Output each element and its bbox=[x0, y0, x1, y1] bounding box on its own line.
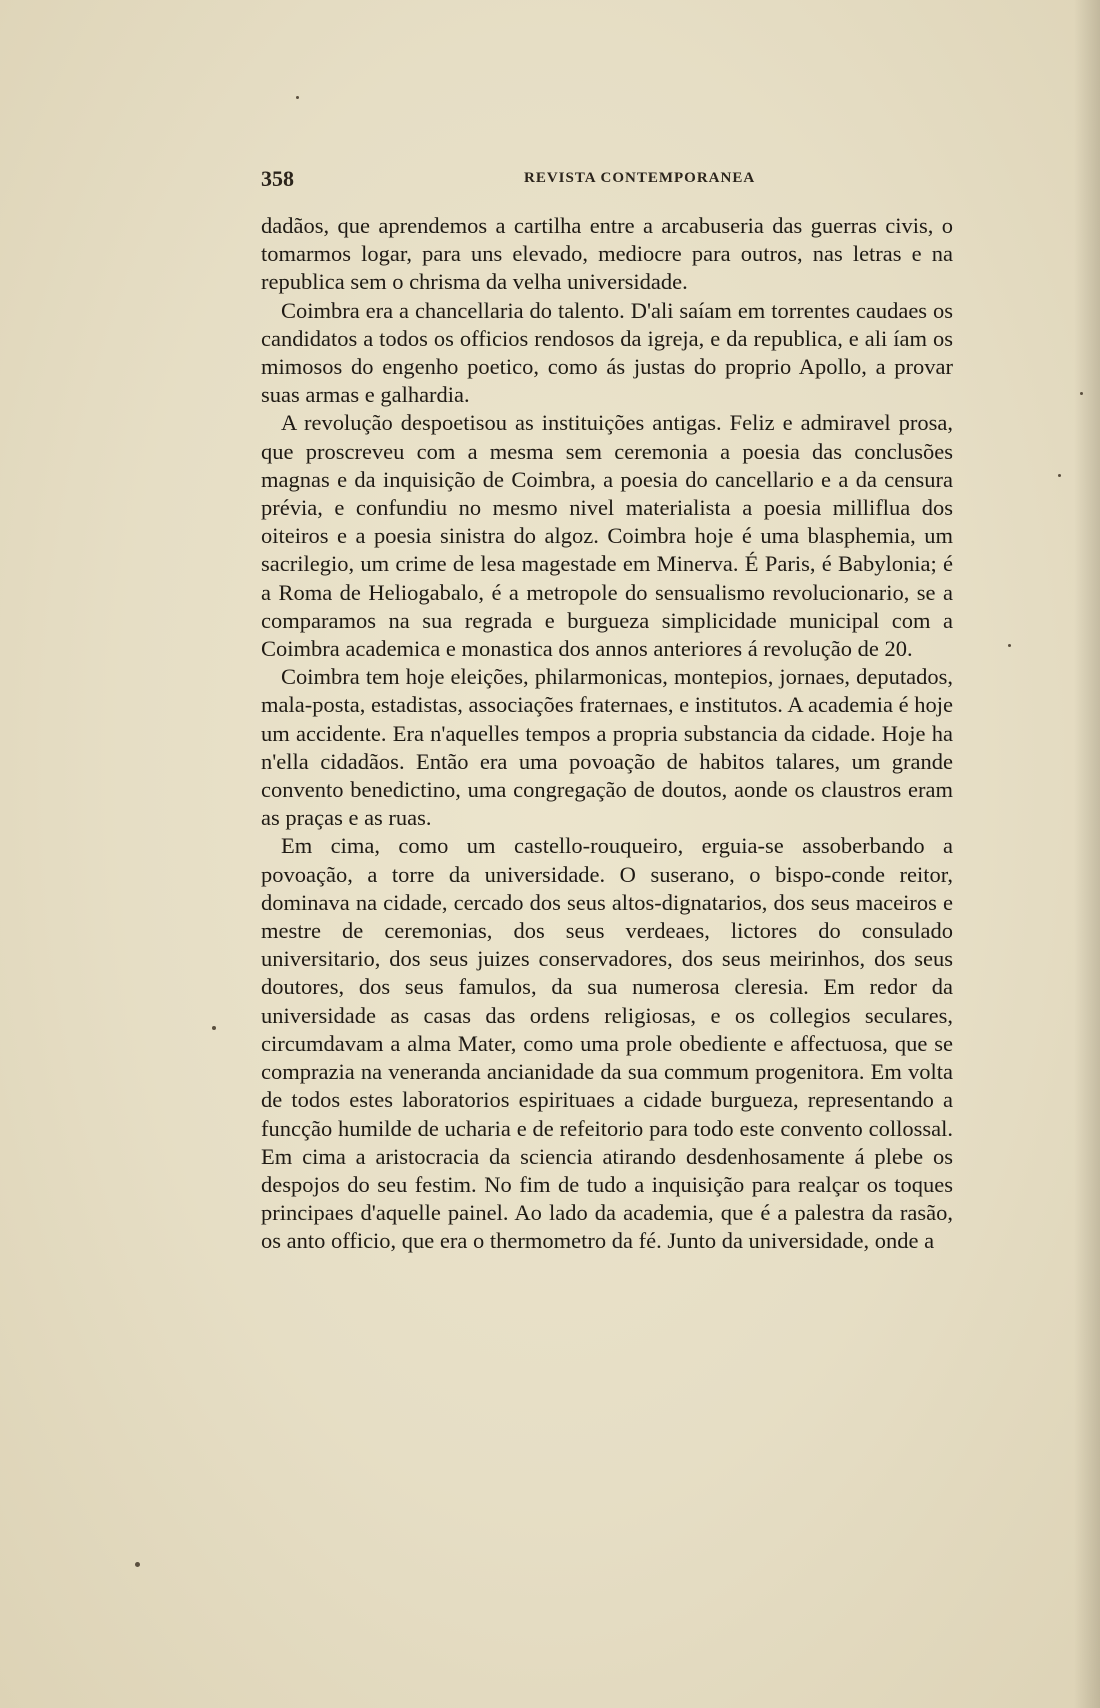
paragraph-revolucao: A revolução despoetisou as instituições antigas. Feliz e admiravel prosa, que proscreveu com a mesma sem ceremonia a poesia das conclusões magnas e da inquisição de Coimbra, a poesia do cancellario e a da censura prévia, e confundiu no mesmo nivel materialista a poesia milliflua dos oiteiros e a poesia sinistra do algoz. Coimbra hoje é uma blasphemia, um sacrilegio, um crime de lesa magestade em Minerva. É Paris, é Babylonia; é a Roma de Heliogabalo, é a metropole do sensualismo revolucionario, se a comparamos na sua regrada e burgueza simplicidade municipal com a Coimbra academica e monastica dos annos anteriores á revolução de 20. bbox=[261, 410, 953, 662]
page-header bbox=[261, 166, 951, 194]
paragraph-coimbra-hoje: Coimbra tem hoje eleições, philarmonicas, montepios, jornaes, deputados, mala-posta, estadistas, associações fraternaes, e institutos. A academia é hoje um accidente. Era n'aquelles tempos a propria substancia da cidade. Hoje ha n'ella cidadãos. Então era uma povoação de habitos talares, um grande convento benedictino, uma congregação de doutos, aonde os claustros eram as praças e as ruas. bbox=[261, 664, 953, 831]
paper-speck bbox=[1058, 474, 1061, 477]
paragraph-coimbra-chancellaria: Coimbra era a chancellaria do talento. D'ali saíam em torrentes caudaes os candidatos a todos os officios rendosos da igreja, e da republica, e ali íam os mimosos do engenho poetico, como ás justas do proprio Apollo, a provar suas armas e galhardia. bbox=[261, 297, 953, 408]
paper-speck bbox=[212, 1026, 216, 1030]
paper-speck bbox=[296, 96, 299, 99]
paper-speck bbox=[1008, 644, 1011, 647]
body-text bbox=[261, 212, 953, 1256]
page-edge-shadow bbox=[1074, 0, 1100, 1708]
running-title: REVISTA CONTEMPORANEA bbox=[524, 170, 756, 186]
paper-speck bbox=[135, 1562, 140, 1567]
paragraph-em-cima: Em cima, como um castello-rouqueiro, erguia-se assoberbando a povoação, a torre da universidade. O suserano, o bispo-conde reitor, dominava na cidade, cercado dos seus altos-dignatarios, dos seus maceiros e mestre de ceremonias, dos seus verdeaes, lictores do consulado universitario, dos seus juizes conservadores, dos seus meirinhos, dos seus doutores, dos seus famulos, da sua numerosa cleresia. Em redor da universidade as casas das ordens religiosas, e os collegios seculares, circumdavam a alma Mater, como uma prole obediente e affectuosa, que se comprazia na veneranda ancianidade da sua commum progenitora. Em volta de todos estes laboratorios espirituaes a cidade burgueza, representando a funcção humilde de ucharia e de refeitorio para todo este convento collossal. Em cima a aristocracia da sciencia atirando desdenhosamente á plebe os despojos do seu festim. No fim de tudo a inquisição para realçar os toques principaes d'aquelle painel. Ao lado da academia, que é a palestra da rasão, os anto officio, que era o thermometro da fé. Junto da universidade, onde a bbox=[261, 833, 953, 1254]
paper-speck bbox=[1080, 392, 1083, 395]
page-number: 358 bbox=[261, 166, 294, 191]
paragraph-continuation: dadãos, que aprendemos a cartilha entre a arcabuseria das guerras civis, o tomarmos logar, para uns elevado, mediocre para outros, nas letras e na republica sem o chrisma da velha universidade. bbox=[261, 213, 953, 295]
